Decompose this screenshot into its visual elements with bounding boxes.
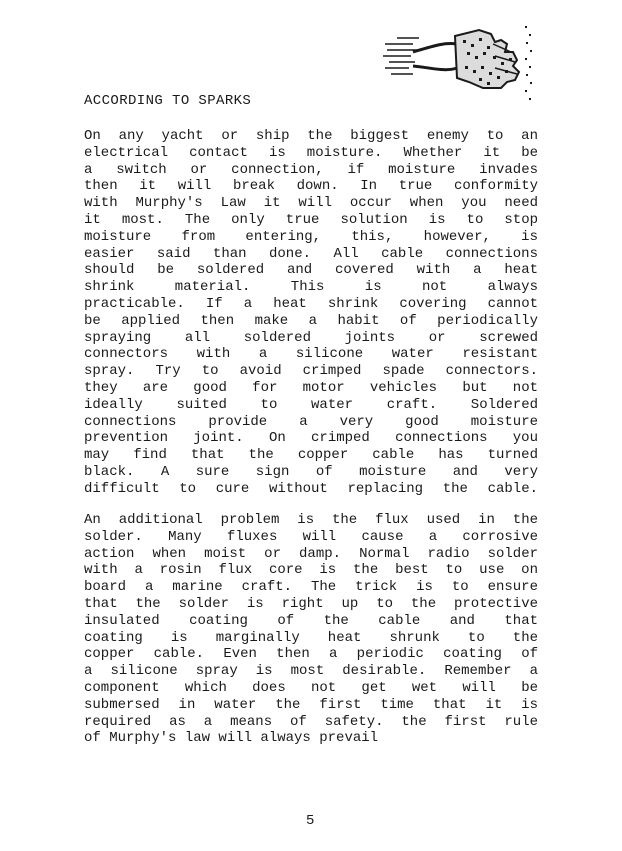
text-line: coating is marginally heat shrunk to the [84, 629, 538, 646]
text-line: of Murphy's law will always prevail [84, 730, 379, 747]
text-line: insulated coating of the cable and that [84, 612, 538, 629]
text-line: spray. Try to avoid crimped spade connectors. [84, 363, 538, 380]
text-line: easier said than done. All cable connections [84, 245, 538, 262]
text-line: moisture from entering, this, however, is [84, 228, 538, 245]
hand-with-spark-icon [383, 22, 535, 106]
paragraph-2 [84, 512, 538, 747]
page-number: 5 [306, 813, 315, 829]
text-line: connectors with a silicone water resistant [84, 346, 538, 363]
text-line: action when moist or damp. Normal radio solder [84, 545, 538, 562]
text-line: difficult to cure without replacing the cable. [84, 480, 538, 497]
text-line: they are good for motor vehicles but not [84, 379, 538, 396]
text-line: be applied then make a habit of periodically [84, 312, 538, 329]
text-line: should be soldered and covered with a heat [84, 262, 538, 279]
text-line: On any yacht or ship the biggest enemy to an [84, 128, 538, 144]
text-line: submersed in water the first time that it is [84, 696, 538, 713]
text-line: it most. The only true solution is to stop [84, 211, 538, 228]
text-line: shrink material. This is not always [84, 279, 538, 296]
text-line: electrical contact is moisture. Whether it be [84, 144, 538, 161]
text-line: prevention joint. On crimped connections you [84, 430, 538, 447]
text-line: component which does not get wet will be [84, 679, 538, 696]
paragraph-1 [84, 128, 538, 498]
text-line: ideally suited to water craft. Soldered [84, 396, 538, 413]
text-line: copper cable. Even then a periodic coating of [84, 646, 538, 663]
text-line: a switch or connection, if moisture invades [84, 161, 538, 178]
text-line: spraying all soldered joints or screwed [84, 329, 538, 346]
text-line: required as a means of safety. the first rule [84, 713, 538, 730]
text-line: with Murphy's Law it will occur when you need [84, 195, 538, 212]
text-line: board a marine craft. The trick is to ensure [84, 579, 538, 596]
text-line: An additional problem is the flux used in the [84, 512, 538, 528]
text-line: practicable. If a heat shrink covering cannot [84, 295, 538, 312]
text-line: with a rosin flux core is the best to use on [84, 562, 538, 579]
text-line: black. A sure sign of moisture and very [84, 463, 538, 480]
text-line: connections provide a very good moisture [84, 413, 538, 430]
text-line: solder. Many fluxes will cause a corrosive [84, 528, 538, 545]
text-line: then it will break down. In true conformity [84, 178, 538, 195]
page-heading: ACCORDING TO SPARKS [84, 93, 252, 109]
text-line: that the solder is right up to the protective [84, 595, 538, 612]
text-line: a silicone spray is most desirable. Remember a [84, 663, 538, 680]
text-line: may find that the copper cable has turned [84, 447, 538, 464]
